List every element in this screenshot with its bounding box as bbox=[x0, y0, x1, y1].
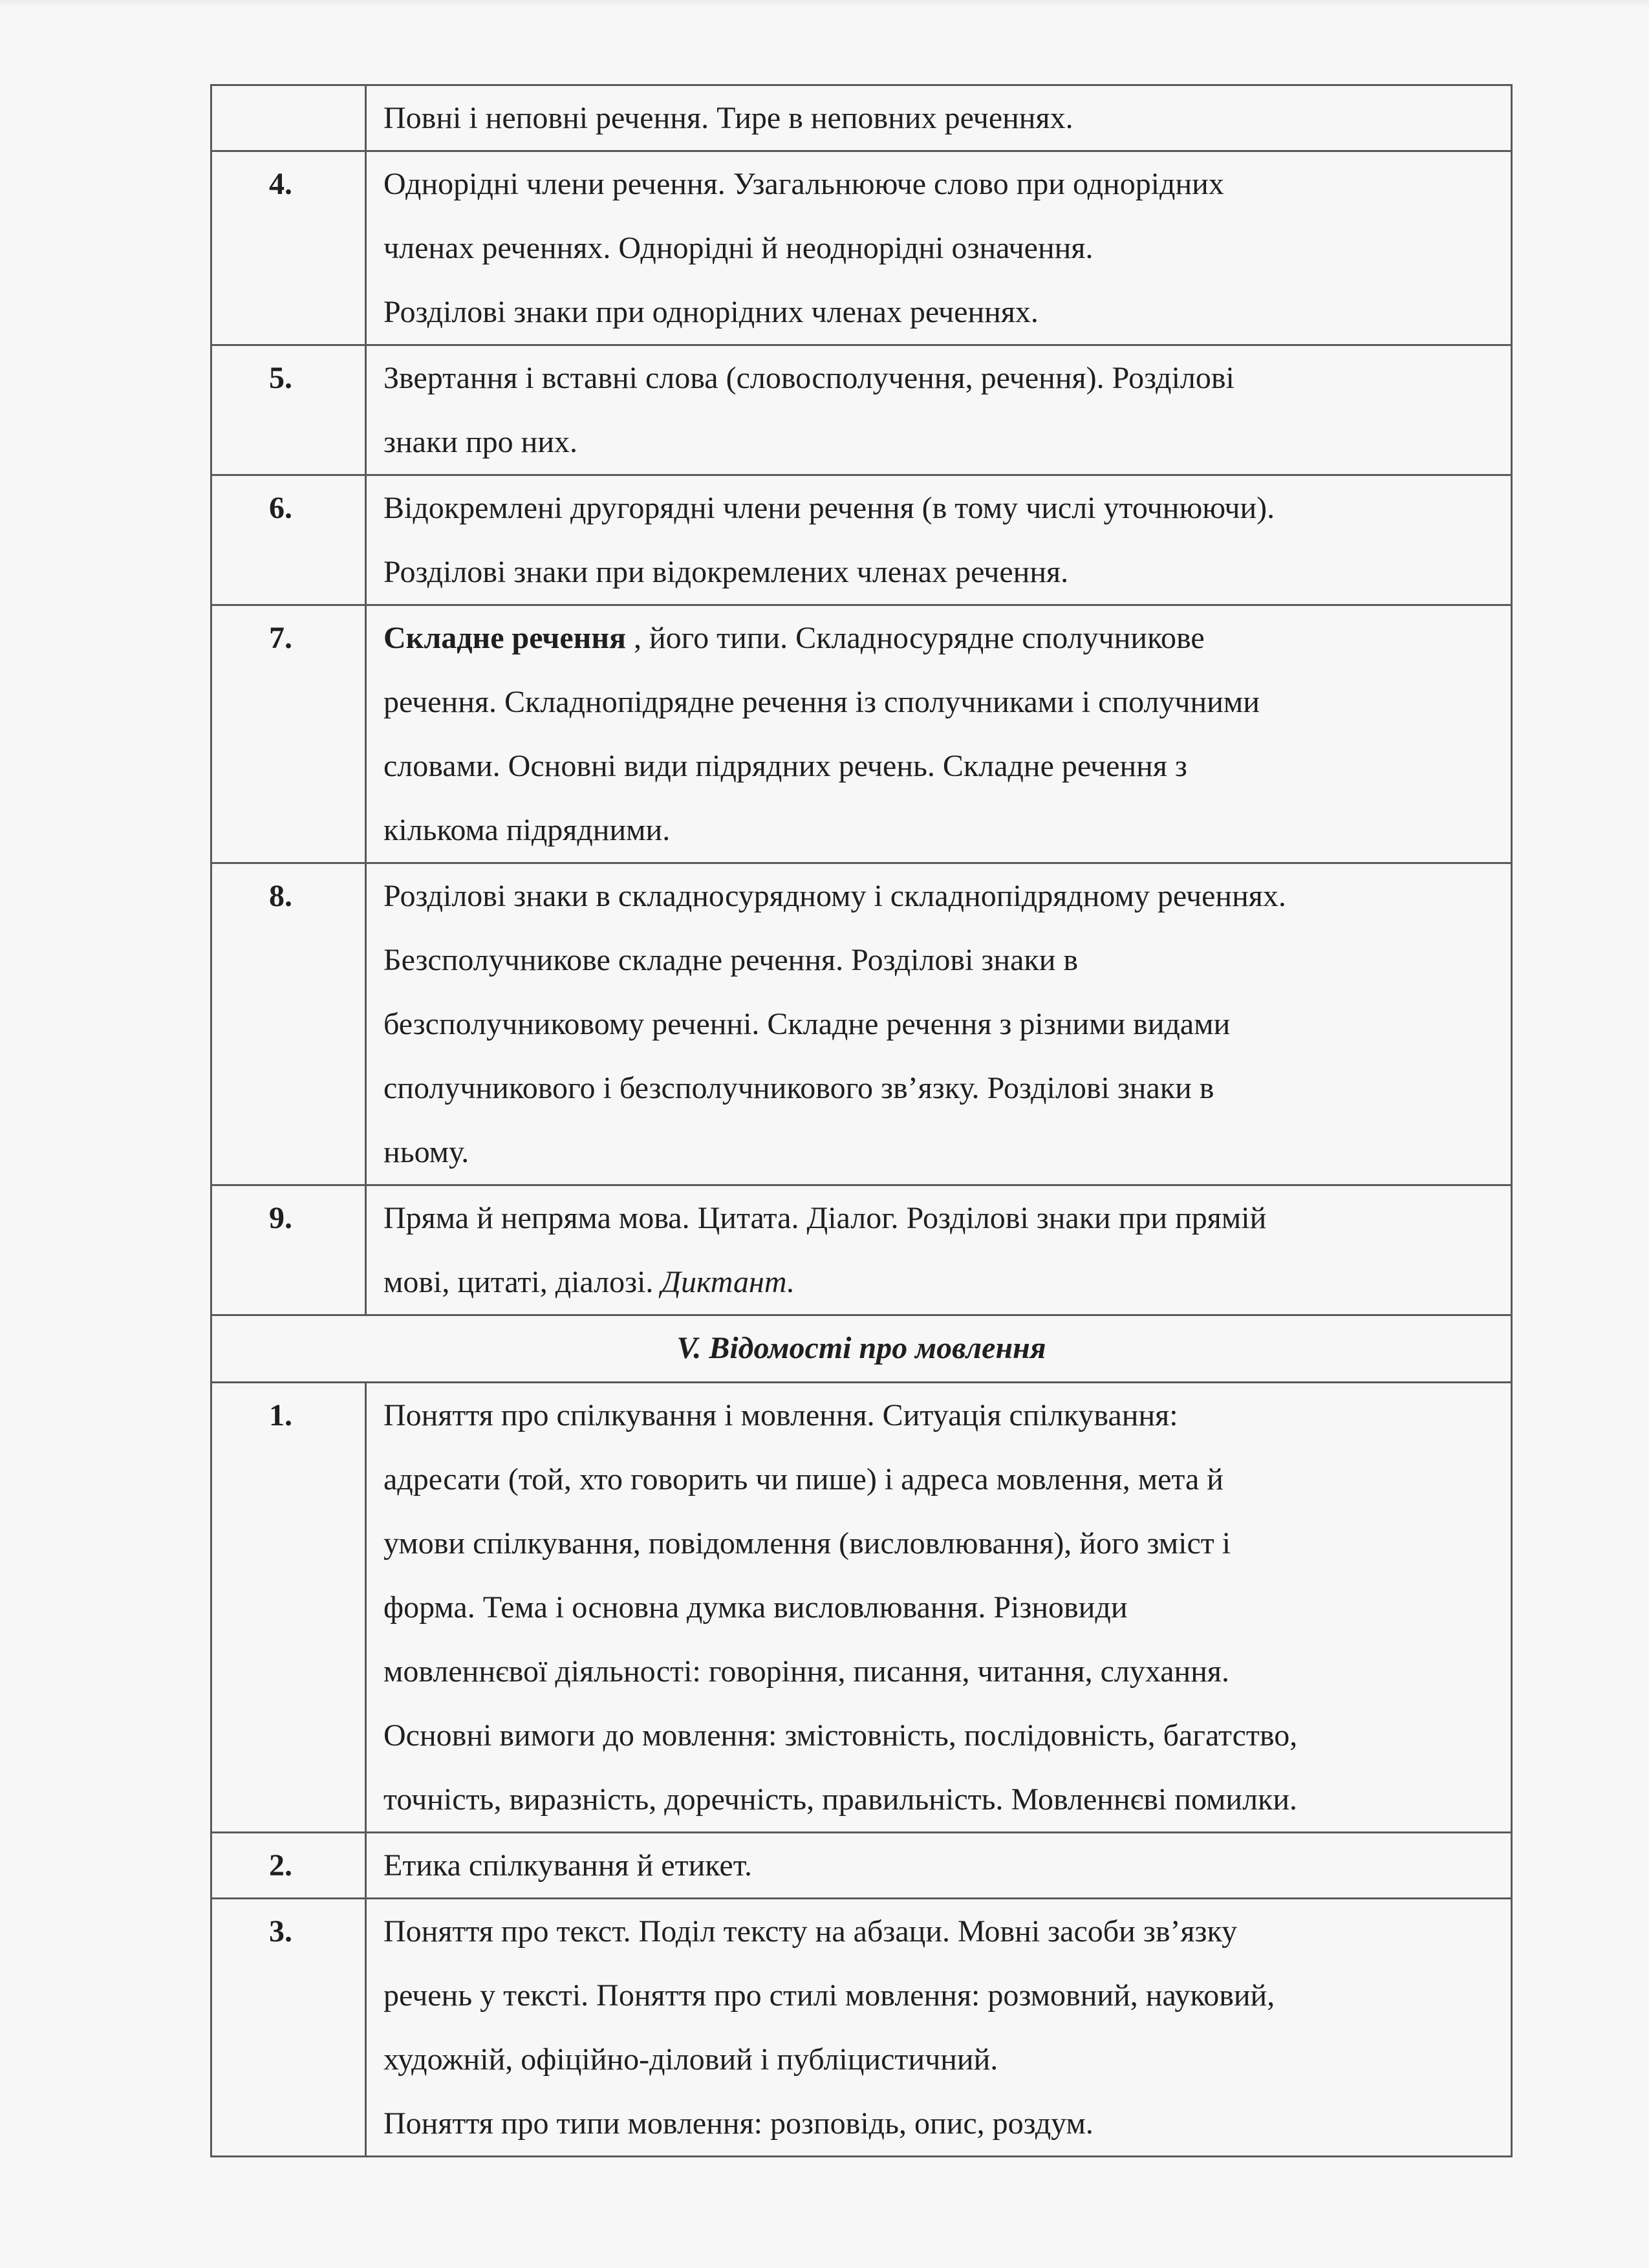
syllabus-rows-part-4 bbox=[211, 85, 1512, 1315]
text-segment: точність, виразність, доречність, правильність. Мовленнєві помилки. bbox=[383, 1782, 1298, 1817]
row-content-cell bbox=[366, 605, 1512, 863]
content-line bbox=[383, 1703, 1499, 1767]
text-segment: Розділові знаки при однорідних членах реченнях. bbox=[383, 295, 1039, 329]
content-line bbox=[383, 1056, 1499, 1120]
row-number-cell bbox=[211, 151, 366, 345]
row-number: 2. bbox=[269, 1848, 292, 1883]
content-line bbox=[383, 1383, 1499, 1447]
content-line bbox=[383, 864, 1499, 928]
text-segment: Поняття про типи мовлення: розповідь, опис, роздум. bbox=[383, 2106, 1094, 2141]
row-number-cell bbox=[211, 863, 366, 1185]
content-line bbox=[383, 1120, 1499, 1184]
row-content-cell bbox=[366, 1185, 1512, 1315]
content-line bbox=[383, 346, 1499, 410]
content-line bbox=[383, 540, 1499, 604]
text-segment: Безсполучникове складне речення. Розділові знаки в bbox=[383, 943, 1079, 977]
text-segment: Поняття про спілкування і мовлення. Ситуація спілкування: bbox=[383, 1398, 1178, 1432]
text-segment: Розділові знаки при відокремлених членах речення. bbox=[383, 555, 1069, 589]
content-line bbox=[383, 280, 1499, 344]
text-segment: сполучникового і безсполучникового зв’язку. Розділові знаки в bbox=[383, 1071, 1214, 1105]
content-line bbox=[383, 798, 1499, 862]
text-segment: Повні і неповні речення. Тире в неповних реченнях. bbox=[383, 101, 1073, 135]
row-content-cell bbox=[366, 1383, 1512, 1833]
text-segment: Однорідні члени речення. Узагальнююче слово при однорідних bbox=[383, 167, 1224, 201]
row-number-cell bbox=[211, 1185, 366, 1315]
section-heading-group bbox=[211, 1315, 1512, 1383]
text-segment: мовленнєвої діяльності: говоріння, писання, читання, слухання. bbox=[383, 1654, 1229, 1689]
text-segment: безсполучниковому реченні. Складне речення з різними видами bbox=[383, 1007, 1231, 1041]
row-number: 3. bbox=[269, 1914, 292, 1949]
content-line bbox=[383, 1833, 1499, 1897]
text-segment: Звертання і вставні слова (словосполучення, речення). Розділові bbox=[383, 361, 1234, 395]
row-number-cell bbox=[211, 605, 366, 863]
row-number-cell bbox=[211, 1383, 366, 1833]
text-segment: речення. Складнопідрядне речення із сполучниками і сполучними bbox=[383, 685, 1260, 719]
row-content-cell bbox=[366, 1833, 1512, 1899]
text-segment: мові, цитаті, діалозі. bbox=[383, 1265, 662, 1299]
content-line bbox=[383, 1575, 1499, 1639]
row-number: 7. bbox=[269, 621, 292, 655]
content-line bbox=[383, 1186, 1499, 1250]
italic-term: Диктант. bbox=[661, 1265, 795, 1299]
text-segment: Розділові знаки в складносурядному і складнопідрядному реченнях. bbox=[383, 879, 1286, 913]
table-row bbox=[211, 1185, 1512, 1315]
text-segment: адресати (той, хто говорить чи пише) і адреса мовлення, мета й bbox=[383, 1462, 1223, 1496]
content-line bbox=[383, 606, 1499, 670]
row-number-cell bbox=[211, 345, 366, 475]
content-line bbox=[383, 1447, 1499, 1511]
row-number-cell bbox=[211, 85, 366, 151]
text-segment: Поняття про текст. Поділ тексту на абзаци. Мовні засоби зв’язку bbox=[383, 1914, 1238, 1949]
text-segment: умови спілкування, повідомлення (висловлювання), його зміст і bbox=[383, 1526, 1231, 1561]
content-line bbox=[383, 1767, 1499, 1831]
content-line bbox=[383, 670, 1499, 734]
content-line bbox=[383, 216, 1499, 280]
row-number-cell bbox=[211, 1899, 366, 2157]
content-line bbox=[383, 152, 1499, 216]
table-row bbox=[211, 1899, 1512, 2157]
content-line bbox=[383, 734, 1499, 798]
content-line bbox=[383, 410, 1499, 474]
table-row bbox=[211, 151, 1512, 345]
row-content-cell bbox=[366, 1899, 1512, 2157]
scan-top-edge bbox=[0, 0, 1649, 9]
row-content-cell bbox=[366, 475, 1512, 605]
content-line bbox=[383, 928, 1499, 992]
content-line bbox=[383, 1511, 1499, 1575]
table-row bbox=[211, 863, 1512, 1185]
content-line bbox=[383, 1963, 1499, 2027]
row-content-cell bbox=[366, 863, 1512, 1185]
text-segment: Відокремлені другорядні члени речення (в тому числі уточнюючи). bbox=[383, 491, 1275, 525]
row-number: 9. bbox=[269, 1201, 292, 1235]
table-row bbox=[211, 85, 1512, 151]
bold-term: Складне речення bbox=[383, 621, 626, 655]
table-row bbox=[211, 1833, 1512, 1899]
row-number: 8. bbox=[269, 879, 292, 913]
text-segment: кількома підрядними. bbox=[383, 813, 671, 847]
row-content-cell bbox=[366, 85, 1512, 151]
table-row bbox=[211, 345, 1512, 475]
row-content-cell bbox=[366, 151, 1512, 345]
section-heading-row bbox=[211, 1315, 1512, 1383]
row-number: 6. bbox=[269, 491, 292, 525]
text-segment: ньому. bbox=[383, 1135, 469, 1169]
text-segment: Пряма й непряма мова. Цитата. Діалог. Розділові знаки при прямій bbox=[383, 1201, 1267, 1235]
row-number-cell bbox=[211, 1833, 366, 1899]
text-segment: речень у тексті. Поняття про стилі мовлення: розмовний, науковий, bbox=[383, 1978, 1275, 2013]
table-row bbox=[211, 475, 1512, 605]
content-line bbox=[383, 476, 1499, 540]
content-line bbox=[383, 992, 1499, 1056]
content-line bbox=[383, 2091, 1499, 2155]
content-line bbox=[383, 1250, 1499, 1314]
content-line bbox=[383, 1899, 1499, 1963]
content-line bbox=[383, 1639, 1499, 1703]
table-row bbox=[211, 1383, 1512, 1833]
text-segment: Основні вимоги до мовлення: змістовність, послідовність, багатство, bbox=[383, 1718, 1298, 1753]
text-segment: художній, офіційно-діловий і публіцистичний. bbox=[383, 2042, 998, 2077]
text-segment: Етика спілкування й етикет. bbox=[383, 1848, 753, 1883]
row-number: 5. bbox=[269, 361, 292, 395]
text-segment: словами. Основні види підрядних речень. Складне речення з bbox=[383, 749, 1187, 783]
text-segment: знаки про них. bbox=[383, 425, 578, 459]
row-number-cell bbox=[211, 475, 366, 605]
row-number: 1. bbox=[269, 1398, 292, 1432]
row-content-cell bbox=[366, 345, 1512, 475]
table-row bbox=[211, 605, 1512, 863]
content-line bbox=[383, 86, 1499, 150]
syllabus-table bbox=[210, 84, 1513, 2157]
section-heading: V. Відомості про мовлення bbox=[211, 1315, 1512, 1383]
text-segment: , його типи. Складносурядне сполучникове bbox=[625, 621, 1205, 655]
text-segment: форма. Тема і основна думка висловлювання. Різновиди bbox=[383, 1590, 1128, 1625]
row-number: 4. bbox=[269, 167, 292, 201]
content-line bbox=[383, 2027, 1499, 2091]
text-segment: членах реченнях. Однорідні й неоднорідні означення. bbox=[383, 231, 1094, 265]
syllabus-rows-part-5 bbox=[211, 1383, 1512, 2157]
